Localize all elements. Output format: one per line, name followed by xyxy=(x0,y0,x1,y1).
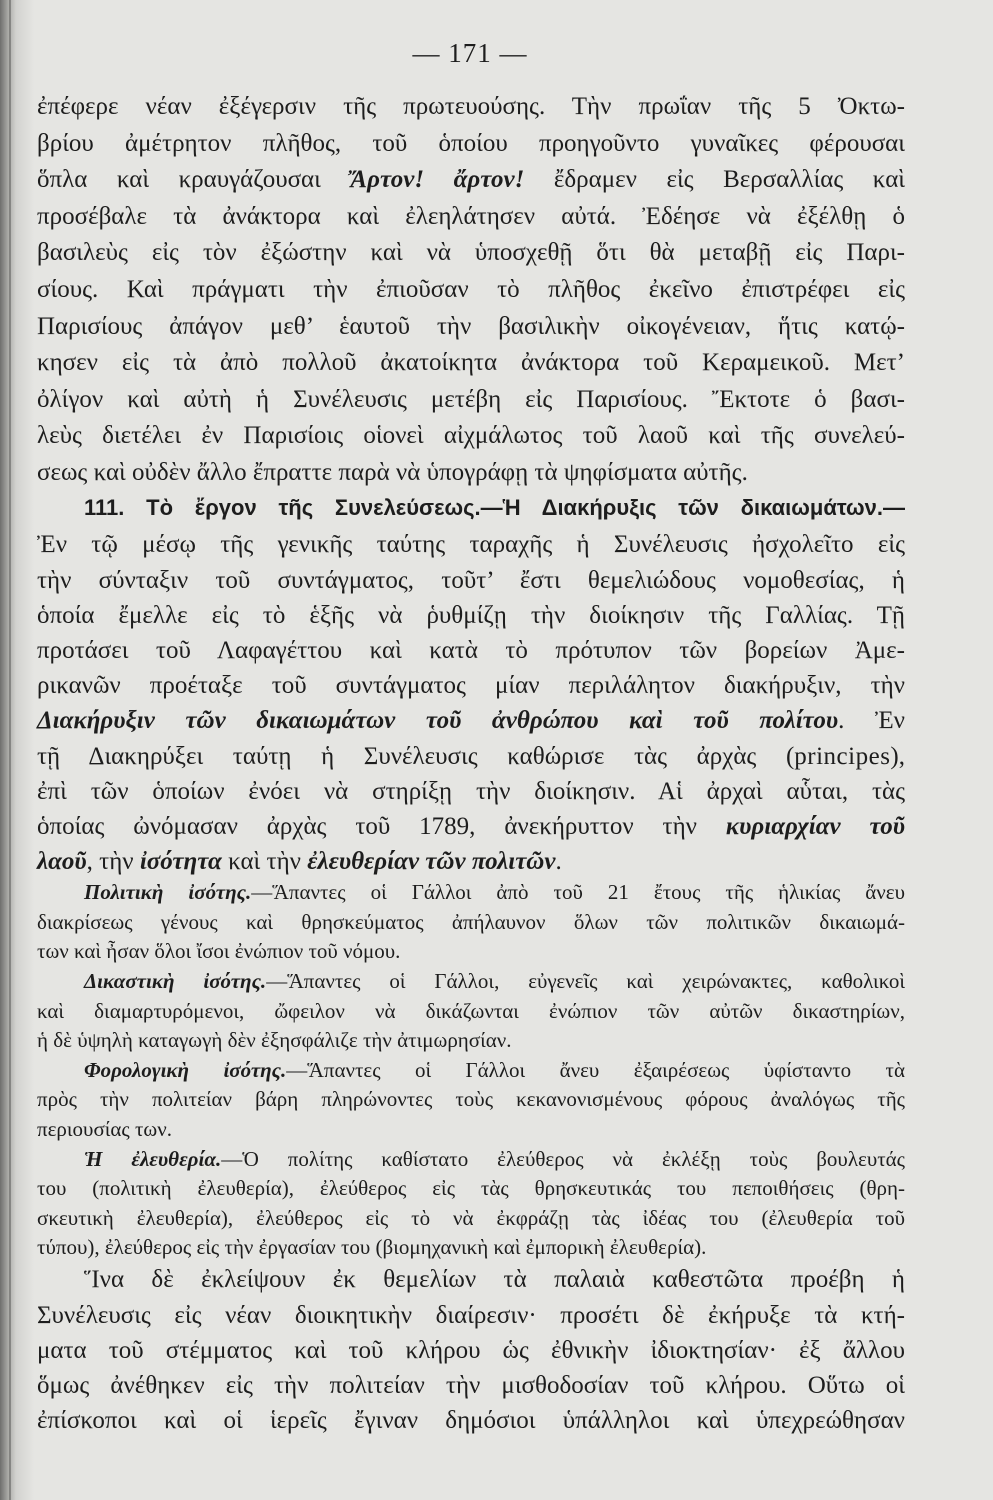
note-term: Δικαστικὴ ἰσότης. xyxy=(84,968,267,993)
line-text: ἐπίσκοποι καὶ οἱ ἱερεῖς ἔγιναν δημόσιοι ὑπάλληλοι καὶ ὑπεχρεώθησαν xyxy=(37,1407,905,1435)
section-number: 111. xyxy=(84,495,125,520)
text-line xyxy=(37,272,905,309)
text-line xyxy=(37,126,905,163)
line-text: σεως καὶ οὐδὲν ἄλλο ἔπραττε παρὰ νὰ ὑπογράφῃ τὰ ψηφίσματα αὐτῆς. xyxy=(37,458,748,486)
line-text: Ἐν τῷ μέσῳ τῆς γενικῆς ταύτης ταραχῆς ἡ Συνέλευσις ἠσχολεῖτο εἰς xyxy=(37,531,905,559)
line-text: σίους. Καὶ πράγματι τὴν ἐπιοῦσαν τὸ πλῆθος ἐκεῖνο ἐπιστρέφει εἰς xyxy=(37,275,905,303)
note-line xyxy=(37,967,905,997)
line-text: . xyxy=(555,848,562,876)
line-text: ὁποίας ὠνόμασαν ἀρχὰς τοῦ 1789, ἀνεκήρυττον τὴν xyxy=(37,812,697,840)
line-text: του (πολιτικὴ ἐλευθερία), ἐλεύθερος εἰς τὰς θρησκευτικάς του πεποιθήσεις (θρη- xyxy=(37,1176,905,1201)
narrative-paragraph xyxy=(37,89,905,492)
line-text: . Ἐν xyxy=(838,707,905,735)
line-text: λεὺς διετέλει ἐν Παρισίοις οἱονεὶ αἰχμάλωτος τοῦ λαοῦ καὶ τῆς συνελεύ- xyxy=(37,422,905,450)
line-text: ἐπέφερε νέαν ἐξέγερσιν τῆς πρωτευούσης. Τὴν πρωΐαν τῆς 5 Ὀκτω- xyxy=(37,93,905,120)
note-line xyxy=(37,1233,905,1263)
text-line xyxy=(37,844,905,879)
text-line xyxy=(37,89,905,126)
line-text: —Ἅπαντες οἱ Γάλλοι ἀπὸ τοῦ 21 ἔτους τῆς ἡλικίας ἄνευ xyxy=(251,880,906,905)
line-text: ματα τοῦ στέμματος καὶ τοῦ κλήρου ὡς ἐθνικὴν ἰδιοκτησίαν· ἐξ ἄλλου xyxy=(37,1336,905,1364)
text-line xyxy=(37,199,905,236)
emphasis-text: κυριαρχίαν τοῦ xyxy=(725,812,906,840)
note-line xyxy=(37,878,905,908)
line-text: καὶ διαμαρτυρόμενοι, ὤφειλον νὰ δικάζωνται ἐνώπιον τῶν αὐτῶν δικαστηρίων, xyxy=(37,998,905,1023)
line-text: Παρισίους ἀπάγον μεθ’ ἑαυτοῦ τὴν βασιλικὴν οἰκογένειαν, ἥτις κατῴ- xyxy=(37,312,905,340)
emphasis-text: ἐλευθερίαν τῶν πολιτῶν xyxy=(307,848,556,876)
note-term: Φορολογικὴ ἰσότης. xyxy=(84,1057,287,1082)
text-line xyxy=(37,668,905,703)
note-line xyxy=(37,1204,905,1234)
section-heading xyxy=(37,491,905,525)
text-line xyxy=(37,1403,905,1438)
text-line xyxy=(37,1368,905,1403)
line-text: Συνέλευσις εἰς νέαν διοικητικὴν διαίρεσιν· προσέτι δὲ ἐκήρυξε τὰ κτή- xyxy=(37,1301,905,1329)
text-line xyxy=(37,309,905,346)
closing-paragraph xyxy=(37,1262,905,1438)
text-line xyxy=(37,418,905,455)
line-text: ὅμως ἀνέθηκεν εἰς τὴν πολιτείαν τὴν μισθοδοσίαν τοῦ κλήρου. Οὕτω οἱ xyxy=(37,1372,905,1400)
section-title: Τὸ ἔργον τῆς Συνελεύσεως.—Ἡ Διακήρυξις τῶν δικαιωμάτων.— xyxy=(146,495,905,520)
text-line xyxy=(37,382,905,419)
latin-term: principes xyxy=(794,742,891,770)
line-text: των καὶ ἦσαν ὅλοι ἴσοι ἐνώπιον τοῦ νόμου. xyxy=(37,939,401,964)
line-text: ὀλίγον καὶ αὐτὴ ἡ Συνέλευσις μετέβη εἰς Παρισίους. Ἔκτοτε ὁ βασι- xyxy=(37,385,905,413)
note-line xyxy=(37,1085,905,1115)
emphasis-text: λαοῦ xyxy=(37,848,87,876)
emphasis-text: Διακήρυξιν τῶν δικαιωμάτων τοῦ ἀνθρώπου καὶ τοῦ πολίτου xyxy=(37,707,839,735)
line-text: ἐπὶ τῶν ὁποίων ἐνόει νὰ στηρίξῃ τὴν διοίκησιν. Αἱ ἀρχαὶ αὗται, τὰς xyxy=(37,777,905,805)
line-text: κησεν εἰς τὰ ἀπὸ πολλοῦ ἀκατοίκητα ἀνάκτορα τοῦ Κεραμεικοῦ. Μετ’ xyxy=(37,349,905,377)
text-line xyxy=(37,1333,905,1368)
heading-line xyxy=(37,491,905,525)
line-text: ὁποία ἔμελλε εἰς τὸ ἑξῆς νὰ ῥυθμίζῃ τὴν διοίκησιν τῆς Γαλλίας. Τῇ xyxy=(37,601,905,629)
binding-edge-shadow xyxy=(0,0,34,1500)
note-line xyxy=(37,1026,905,1056)
text-line xyxy=(37,774,905,809)
line-text: , τὴν xyxy=(86,848,134,876)
text-line xyxy=(37,235,905,272)
line-text: ἔδραμεν εἰς Βερσαλλίας καὶ xyxy=(553,166,906,194)
line-text: τύπου), ἐλεύθερος εἰς τὴν ἐργασίαν του (βιομηχανικὴ καὶ ἐμπορικὴ ἐλευθερία). xyxy=(37,1235,707,1260)
text-line xyxy=(37,1298,905,1333)
line-text: —Ἅπαντες οἱ Γάλλοι ἄνευ ἐξαιρέσεως ὑφίσταντο τὰ xyxy=(286,1057,905,1082)
text-line xyxy=(37,1262,905,1297)
line-text: σκευτικὴ ἐλευθερία), ἐλεύθερος εἰς τὸ νὰ ἐκφράζῃ τὰς ἰδέας του (ἐλευθερία τοῦ xyxy=(37,1205,905,1230)
line-text: —Ὁ πολίτης καθίστατο ἐλεύθερος νὰ ἐκλέξῃ τοὺς βουλευτάς xyxy=(221,1146,905,1171)
text-line xyxy=(37,563,905,598)
binding-fold-line xyxy=(9,0,11,1500)
note-term: Ἡ ἐλευθερία. xyxy=(84,1146,222,1171)
section-paragraph xyxy=(37,527,905,879)
note-term: Πολιτικὴ ἰσότης. xyxy=(84,880,252,905)
text-line xyxy=(37,455,905,492)
note-line xyxy=(37,997,905,1027)
line-text: Ἵνα δὲ ἐκλείψουν ἐκ θεμελίων τὰ παλαιὰ καθεστῶτα προέβη ἡ xyxy=(84,1266,905,1294)
note-line xyxy=(37,1145,905,1175)
line-text: ), xyxy=(890,742,905,770)
emphasis-text: Ἄρτον! ἄρτον! xyxy=(350,166,525,194)
text-line xyxy=(37,703,905,738)
line-text: διακρίσεως γένους καὶ θρησκεύματος ἀπήλαυνον ὅλων τῶν πολιτικῶν δικαιωμά- xyxy=(37,909,905,934)
notes-list xyxy=(37,878,905,1263)
text-line xyxy=(37,527,905,562)
line-text: ρικανῶν προέταξε τοῦ συντάγματος μίαν περιλάλητον διακήρυξιν, τὴν xyxy=(37,672,905,700)
line-text: βρίου ἀμέτρητον πλῆθος, τοῦ ὁποίου προηγοῦντο γυναῖκες φέρουσαι xyxy=(37,129,905,157)
text-line xyxy=(37,739,905,774)
line-text: ὅπλα καὶ κραυγάζουσαι xyxy=(37,166,321,194)
note-line xyxy=(37,1174,905,1204)
page-number: — 171 — xyxy=(412,38,528,68)
line-text: τῇ Διακηρύξει ταύτῃ ἡ Συνέλευσις καθώρισε τὰς ἀρχὰς ( xyxy=(37,742,795,770)
line-text: προσέβαλε τὰ ἀνάκτορα καὶ ἐλεηλάτησεν αὐτά. Ἐδέησε νὰ ἐξέλθῃ ὁ xyxy=(37,202,905,230)
line-text: —Ἅπαντες οἱ Γάλλοι, εὐγενεῖς καὶ χειρώνακτες, καθολικοὶ xyxy=(266,968,905,993)
text-line xyxy=(37,598,905,633)
line-text: βασιλεὺς εἰς τὸν ἐξώστην καὶ νὰ ὑποσχεθῇ ὅτι θὰ μεταβῇ εἰς Παρι- xyxy=(37,239,905,267)
line-text: καὶ τὴν xyxy=(228,848,301,876)
line-text: περιουσίας των. xyxy=(37,1116,172,1141)
text-line xyxy=(37,633,905,668)
text-line xyxy=(37,809,905,844)
emphasis-text: ἰσότητα xyxy=(139,848,222,876)
line-text: τὴν σύνταξιν τοῦ συντάγματος, τοῦτ’ ἔστι θεμελιώδους νομοθεσίας, ἡ xyxy=(37,566,905,594)
note-line xyxy=(37,908,905,938)
note-line xyxy=(37,1056,905,1086)
note-line xyxy=(37,1115,905,1145)
text-line xyxy=(37,345,905,382)
note-line xyxy=(37,937,905,967)
text-line xyxy=(37,162,905,199)
line-text: ἡ δὲ ὑψηλὴ καταγωγὴ δὲν ἐξησφάλιζε τὴν ἀτιμωρησίαν. xyxy=(37,1028,512,1053)
line-text: προτάσει τοῦ Λαφαγέττου καὶ κατὰ τὸ πρότυπον τῶν βορείων Ἀμε- xyxy=(37,636,905,664)
line-text: πρὸς τὴν πολιτείαν βάρη πληρώνοντες τοὺς κεκανονισμένους φόρους ἀναλόγως τῆς xyxy=(37,1087,905,1112)
